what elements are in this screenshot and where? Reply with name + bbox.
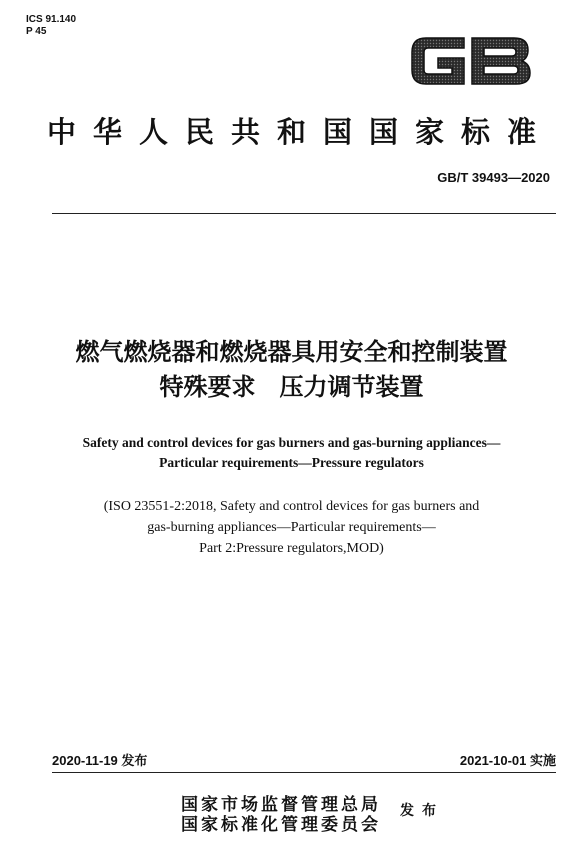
- ics-code: ICS 91.140: [26, 14, 77, 25]
- iso-reference-line2: gas-burning appliances—Particular requirements—: [147, 520, 436, 535]
- classification-codes: [26, 14, 76, 38]
- top-divider: [52, 213, 556, 214]
- english-title-line2: Particular requirements—Pressure regulators: [159, 455, 424, 470]
- logo-text: GB: [408, 30, 410, 31]
- english-title-line1: Safety and control devices for gas burners and gas-burning appliances—: [82, 435, 501, 450]
- implementation-date: 2021-10-01 实施: [459, 753, 556, 768]
- standard-number: GB/T 39493—2020: [437, 170, 550, 185]
- publish-label: 发布: [400, 803, 444, 819]
- chinese-title-line2: 特殊要求 压力调节装置: [159, 373, 424, 401]
- issue-date: 2020-11-19 发布: [52, 753, 148, 768]
- ccs-code: P 45: [26, 26, 47, 37]
- issuer-samr: 国家市场监督管理总局: [181, 795, 381, 815]
- national-standard-heading: 中华人民共和国国家标准: [46, 115, 553, 149]
- bottom-divider: [52, 772, 556, 773]
- issuer-sac: 国家标准化管理委员会: [181, 815, 381, 835]
- gb-logo: [408, 30, 534, 92]
- iso-reference-line1: (ISO 23551-2:2018, Safety and control devices for gas burners and: [103, 499, 480, 514]
- chinese-title-line1: 燃气燃烧器和燃烧器具用安全和控制装置: [75, 338, 508, 366]
- iso-reference-line3: Part 2:Pressure regulators,MOD): [199, 541, 384, 556]
